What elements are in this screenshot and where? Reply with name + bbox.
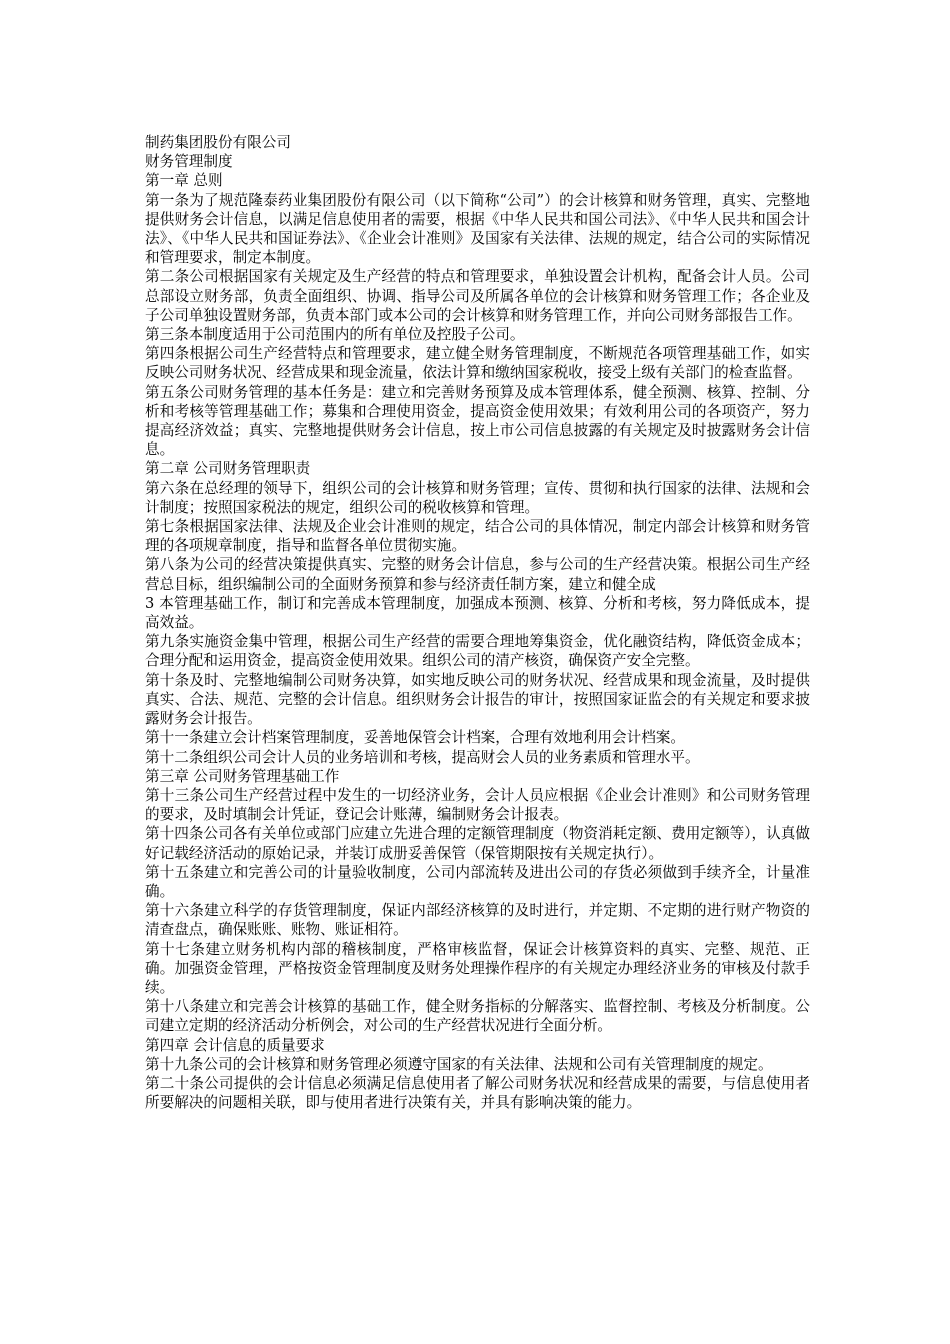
article-4: 第四条根据公司生产经营特点和管理要求，建立健全财务管理制度，不断规范各项管理基础工作，如实反映公司财务状况、经营成果和现金流量，依法计算和缴纳国家税收，接受上级有关部门的检查监督。 [145, 345, 810, 382]
document-body [145, 133, 810, 1112]
article-8-continued: 3 本管理基础工作，制订和完善成本管理制度，加强成本预测、核算、分析和考核，努力降低成本，提高效益。 [145, 594, 810, 632]
article-3: 第三条本制度适用于公司范围内的所有单位及控股子公司。 [145, 326, 525, 344]
article-18: 第十八条建立和完善会计核算的基础工作，健全财务指标的分解落实、监督控制、考核及分析制度。公司建立定期的经济活动分析例会，对公司的生产经营状况进行全面分析。 [145, 998, 810, 1035]
document-company-title: 制药集团股份有限公司 [145, 134, 291, 151]
chapter-heading-3: 第三章 公司财务管理基础工作 [145, 767, 340, 785]
chapter-heading-2: 第二章 公司财务管理职责 [145, 460, 311, 478]
article-19: 第十九条公司的会计核算和财务管理必须遵守国家的有关法律、法规和公司有关管理制度的规定。 [145, 1055, 773, 1073]
article-6: 第六条在总经理的领导下，组织公司的会计核算和财务管理；宣传、贯彻和执行国家的法律、法规和会计制度；按照国家税法的规定，组织公司的税收核算和管理。 [145, 479, 810, 516]
article-16: 第十六条建立科学的存货管理制度，保证内部经济核算的及时进行，并定期、不定期的进行财产物资的清查盘点，确保账账、账物、账证相符。 [145, 902, 810, 939]
article-5: 第五条公司财务管理的基本任务是：建立和完善财务预算及成本管理体系，健全预测、核算、控制、分析和考核等管理基础工作；募集和合理使用资金，提高资金使用效果；有效利用公司的各项资产，努力提高经济效益；真实、完整地提供财务会计信息，按上市公司信息披露的有关规定及时披露财务会计信息。 [145, 383, 810, 459]
article-9: 第九条实施资金集中管理，根据公司生产经营的需要合理地筹集资金，优化融资结构，降低资金成本；合理分配和运用资金，提高资金使用效果。组织公司的清产核资，确保资产安全完整。 [145, 633, 810, 670]
article-13: 第十三条公司生产经营过程中发生的一切经济业务，会计人员应根据《企业会计准则》和公司财务管理的要求，及时填制会计凭证，登记会计账薄，编制财务会计报表。 [145, 786, 810, 824]
chapter-heading-4: 第四章 会计信息的质量要求 [145, 1036, 325, 1054]
chapter-heading-1: 第一章 总则 [145, 172, 223, 190]
article-1: 第一条为了规范隆泰药业集团股份有限公司（以下简称“公司”）的会计核算和财务管理，真实、完整地提供财务会计信息，以满足信息使用者的需要，根据《中华人民共和国公司法》、《中华人民共和国会计法》、《中华人民共和国证券法》、《企业会计准则》及国家有关法律、法规的规定，结合公司的实际情况和管理要求，制定本制度。 [145, 191, 810, 267]
article-12: 第十二条组织公司会计人员的业务培训和考核，提高财会人员的业务素质和管理水平。 [145, 748, 700, 766]
article-15: 第十五条建立和完善公司的计量验收制度，公司内部流转及进出公司的存货必须做到手续齐全，计量准确。 [145, 863, 810, 900]
article-17: 第十七条建立财务机构内部的稽核制度，严格审核监督，保证会计核算资料的真实、完整、规范、正确。加强资金管理，严格按资金管理制度及财务处理操作程序的有关规定办理经济业务的审核及付款手续。 [145, 940, 810, 996]
article-11: 第十一条建立会计档案管理制度，妥善地保管会计档案，合理有效地利用会计档案。 [145, 729, 685, 747]
document-title: 财务管理制度 [145, 153, 233, 171]
article-2: 第二条公司根据国家有关规定及生产经营的特点和管理要求，单独设置会计机构，配备会计人员。公司总部设立财务部，负责全面组织、协调、指导公司及所属各单位的会计核算和财务管理工作；各企业及子公司单独设置财务部，负责本部门或本公司的会计核算和财务管理工作，并向公司财务部报告工作。 [145, 268, 810, 324]
article-7: 第七条根据国家法律、法规及企业会计准则的规定，结合公司的具体情况，制定内部会计核算和财务管理的各项规章制度，指导和监督各单位贯彻实施。 [145, 518, 810, 555]
article-8: 第八条为公司的经营决策提供真实、完整的财务会计信息，参与公司的生产经营决策。根据公司生产经营总目标，组织编制公司的全面财务预算和参与经济责任制方案，建立和健全成 [145, 556, 810, 593]
article-20: 第二十条公司提供的会计信息必须满足信息使用者了解公司财务状况和经营成果的需要，与信息使用者所要解决的问题相关联，即与使用者进行决策有关，并具有影响决策的能力。 [145, 1074, 810, 1112]
article-14: 第十四条公司各有关单位或部门应建立先进合理的定额管理制度（物资消耗定额、费用定额等），认真做好记载经济活动的原始记录，并装订成册妥善保管（保管期限按有关规定执行）。 [145, 825, 810, 862]
article-10: 第十条及时、完整地编制公司财务决算，如实地反映公司的财务状况、经营成果和现金流量，及时提供真实、合法、规范、完整的会计信息。组织财务会计报告的审计，按照国家证监会的有关规定和要求披露财务会计报告。 [145, 671, 810, 728]
